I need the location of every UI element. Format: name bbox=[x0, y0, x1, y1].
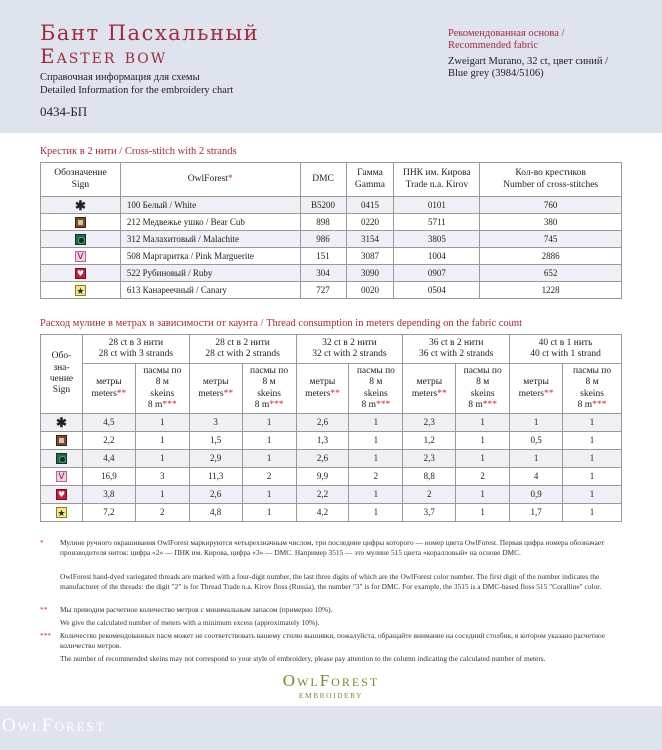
section-cross-stitch-title: Крестик в 2 нити / Cross-stitch with 2 strands bbox=[40, 146, 237, 157]
col-meters: метры meters** bbox=[510, 364, 563, 414]
col-skeins: пасмы по 8 м skeins 8 m*** bbox=[456, 364, 510, 414]
col-skeins: пасмы по 8 м skeins 8 m*** bbox=[563, 364, 622, 414]
note-3-en: The number of recommended skeins may not correspond to your style of embroidery, please pay attention to the column indicating the calculated number of meters. bbox=[60, 654, 546, 663]
col-gamma: Гамма Gamma bbox=[346, 163, 394, 197]
footer-brand: OwlForest bbox=[2, 715, 106, 736]
fabric-label-ru: Рекомендованная основа / bbox=[448, 28, 565, 39]
chart-code: 0434-БП bbox=[40, 104, 88, 119]
subtitle-ru: Справочная информация для схемы bbox=[40, 72, 200, 83]
thread-consumption-table bbox=[40, 334, 622, 522]
col-meters: метры meters** bbox=[403, 364, 456, 414]
table-row: ✱ 4,5 1 3 1 2,6 1 2,3 1 1 1 bbox=[41, 414, 622, 432]
bear-symbol-icon bbox=[75, 217, 86, 228]
canary-symbol-icon: ★ bbox=[76, 285, 85, 296]
table-row: 4,4 1 2,9 1 2,6 1 2,3 1 1 1 bbox=[41, 450, 622, 468]
footer-band bbox=[0, 706, 662, 750]
col-dmc: DMC bbox=[300, 163, 346, 197]
ruby-symbol-icon: ♥ bbox=[76, 268, 85, 278]
title-en: Easter bow bbox=[40, 44, 168, 68]
malachite-symbol-icon bbox=[75, 234, 86, 245]
fabric-line-1: Zweigart Murano, 32 ct, цвет синий / bbox=[448, 56, 609, 67]
table-row: ♥ 3,8 1 2,6 1 2,2 1 2 1 0,9 1 bbox=[41, 486, 622, 504]
col-skeins: пасмы по 8 м skeins 8 m*** bbox=[349, 364, 403, 414]
group-40ct-1: 40 ct в 1 нить 40 ct with 1 strand bbox=[510, 335, 622, 364]
col-owlforest: OwlForest* bbox=[120, 163, 300, 197]
marguerite-symbol-icon: V bbox=[75, 251, 86, 262]
group-28ct-3: 28 ct в 3 нити 28 ct with 3 strands bbox=[82, 335, 189, 364]
owlforest-logo: OwlForest bbox=[282, 671, 380, 690]
group-28ct-2: 28 ct в 2 нити 28 ct with 2 strands bbox=[189, 335, 296, 364]
col-meters: метры meters** bbox=[296, 364, 349, 414]
title-ru: Бант Пасхальный bbox=[40, 21, 260, 45]
table-row: ★ 7,2 2 4,8 1 4,2 1 3,7 1 1,7 1 bbox=[41, 504, 622, 522]
canary-symbol-icon: ★ bbox=[57, 508, 66, 519]
star-symbol-icon: ✱ bbox=[56, 415, 67, 431]
table-row: 212 Медвежье ушко / Bear Cub 898 0220 5711 380 bbox=[41, 214, 622, 231]
table-row: 2,2 1 1,5 1 1,3 1 1,2 1 0,5 1 bbox=[41, 432, 622, 450]
note-2-en: We give the calculated number of meters with a minimum excess (approximately 10%). bbox=[60, 618, 320, 627]
note-1-ru: * Мулине ручного окрашивания OwlForest маркируются четырехзначным числом, три последние цифры которого — номер цвета OwlForest. Первая цифра номера обозначает производителя ниток: цифра «2» — ПНК им. Кирова, цифра «3» — DMC. Например 3515 — это мулине 515 цвета «коралловый» на основе DMC. bbox=[40, 538, 605, 557]
owlforest-logo-sub: EMBROIDERY bbox=[298, 691, 364, 700]
group-32ct-2: 32 ct в 2 нити 32 ct with 2 strands bbox=[296, 335, 403, 364]
table-row: ♥ 522 Рубиновый / Ruby 304 3090 0907 652 bbox=[41, 265, 622, 282]
col-pnk: ПНК им. Кирова Trade n.a. Kirov bbox=[394, 163, 480, 197]
col-sign: Обозначение Sign bbox=[41, 163, 121, 197]
col-meters: метры meters** bbox=[189, 364, 242, 414]
malachite-symbol-icon bbox=[56, 453, 67, 464]
group-36ct-2: 36 ct в 2 нити 36 ct with 2 strands bbox=[403, 335, 510, 364]
col-sign: Обо- зна- чение Sign bbox=[41, 335, 83, 414]
section-consumption-title: Расход мулине в метрах в зависимости от каунта / Thread consumption in meters depending on the fabric count bbox=[40, 318, 523, 329]
header-band bbox=[0, 0, 662, 133]
table-row: V 508 Маргаритка / Pink Marguerite 151 3087 1004 2886 bbox=[41, 248, 622, 265]
note-1-en: OwlForest hand-dyed variegated threads are marked with a four-digit number, the last three digits of which are the OwlForest color number. The first digit of the number indicates the manufacturer of the threads: the digit "2" is for Thread Trade n.a. Kirov floss (Russia), the number "3" is for DMC. For example, the 3515 is a DMC-based floss 515 "Coralline" color. bbox=[60, 572, 602, 591]
sub-header-row bbox=[41, 364, 622, 414]
subtitle-en: Detailed Information for the embroidery chart bbox=[40, 85, 234, 96]
table-row: V 16,9 3 11,3 2 9,9 2 8,8 2 4 1 bbox=[41, 468, 622, 486]
fabric-label-en: Recommended fabric bbox=[448, 40, 539, 51]
table-row: ✱ 100 Белый / White B5200 0415 0101 760 bbox=[41, 197, 622, 214]
star-symbol-icon: ✱ bbox=[75, 197, 86, 213]
group-header-row bbox=[41, 335, 622, 364]
col-skeins: пасмы по 8 м skeins 8 m*** bbox=[135, 364, 189, 414]
marguerite-symbol-icon: V bbox=[56, 471, 67, 482]
ruby-symbol-icon: ♥ bbox=[57, 490, 66, 500]
cross-stitch-table bbox=[40, 162, 622, 299]
table-header-row bbox=[41, 163, 622, 197]
col-count: Кол-во крестиков Number of cross-stitches bbox=[480, 163, 622, 197]
col-skeins: пасмы по 8 м skeins 8 m*** bbox=[242, 364, 296, 414]
table-row: 312 Малахитовый / Malachite 986 3154 3805 745 bbox=[41, 231, 622, 248]
note-3-ru: *** Количество рекомендованных пасм может не соответствовать вашему стилю вышивки, пожалуйста, обращайте внимание на соседний столбик, в котором указано расчетное количество метров. bbox=[40, 631, 606, 650]
note-2-ru: ** Мы приводим расчетное количество метров с минимальным запасом (примерно 10%). bbox=[40, 605, 333, 614]
bear-symbol-icon bbox=[56, 435, 67, 446]
table-row: ★ 613 Канареечный / Canary 727 0020 0504 1228 bbox=[41, 282, 622, 299]
fabric-line-2: Blue grey (3984/5106) bbox=[448, 68, 544, 79]
col-meters: метры meters** bbox=[82, 364, 135, 414]
